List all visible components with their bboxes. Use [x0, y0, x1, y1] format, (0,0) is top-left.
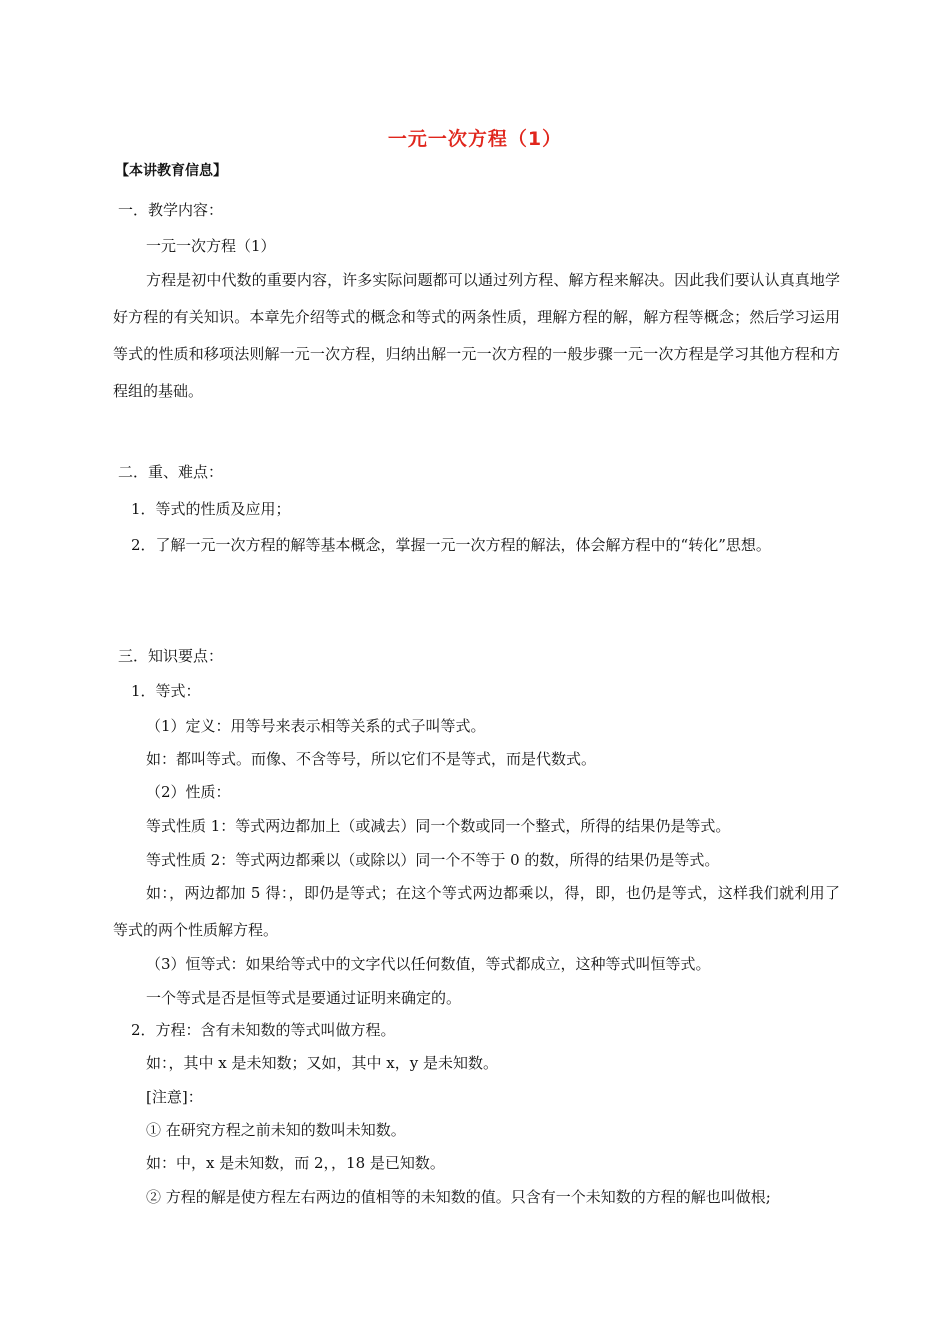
equation-example-2: 如：，两边都加 5 得：，即仍是等式；在这个等式两边都乘以，得，即，也仍是等式，这样我们就利用了等式的两个性质解方程。: [113, 884, 840, 939]
section-2-item-1: 1．等式的性质及应用；: [131, 500, 291, 518]
identity-note: 一个等式是否是恒等式是要通过证明来确定的。: [146, 989, 462, 1007]
equation-example-1: 如：都叫等式。而像、不含等号，所以它们不是等式，而是代数式。: [146, 750, 597, 768]
section-1-heading: 一．教学内容：: [118, 201, 224, 219]
section-1-paragraph: 方程是初中代数的重要内容，许多实际问题都可以通过列方程、解方程来解决。因此我们要认认真真地学好方程的有关知识。本章先介绍等式的概念和等式的两条性质，理解方程的解，解方程等概念；然后学习运用等式的性质和移项法则解一元一次方程，归纳出解一元一次方程的一般步骤一元一次方程是学习其他方程和方程组的基础。: [113, 271, 840, 400]
equation-definition-2: 2．方程：含有未知数的等式叫做方程。: [131, 1021, 396, 1039]
section-3-heading: 三．知识要点：: [118, 647, 224, 665]
equation-property-1: 等式性质 1：等式两边都加上（或减去）同一个数或同一个整式，所得的结果仍是等式。: [146, 817, 731, 835]
section-1-topic: 一元一次方程（1）: [146, 237, 276, 255]
note-example: 如：中，x 是未知数，而 2，，18 是已知数。: [146, 1154, 445, 1172]
equation-properties-heading: （2）性质：: [146, 783, 231, 801]
equation-example-3: 如：，其中 x 是未知数；又如，其中 x，y 是未知数。: [146, 1054, 498, 1072]
note-item-2: ② 方程的解是使方程左右两边的值相等的未知数的值。只含有一个未知数的方程的解也叫做根;: [146, 1188, 771, 1206]
note-label: [注意]：: [146, 1088, 203, 1106]
section-header: 【本讲教育信息】: [115, 163, 227, 179]
section-2-item-2: 2．了解一元一次方程的解等基本概念，掌握一元一次方程的解法，体会解方程中的“转化”思想。: [131, 536, 771, 554]
equation-definition: （1）定义：用等号来表示相等关系的式子叫等式。: [146, 717, 486, 735]
section-2-heading: 二．重、难点：: [118, 463, 224, 481]
equation-subheading: 1．等式：: [131, 682, 201, 700]
equation-property-2: 等式性质 2：等式两边都乘以（或除以）同一个不等于 0 的数，所得的结果仍是等式。: [146, 851, 720, 869]
identity-definition: （3）恒等式：如果给等式中的文字代以任何数值，等式都成立，这种等式叫恒等式。: [146, 955, 711, 973]
note-item-1: ① 在研究方程之前未知的数叫未知数。: [146, 1121, 406, 1139]
document-title: 一元一次方程（1）: [387, 128, 563, 150]
